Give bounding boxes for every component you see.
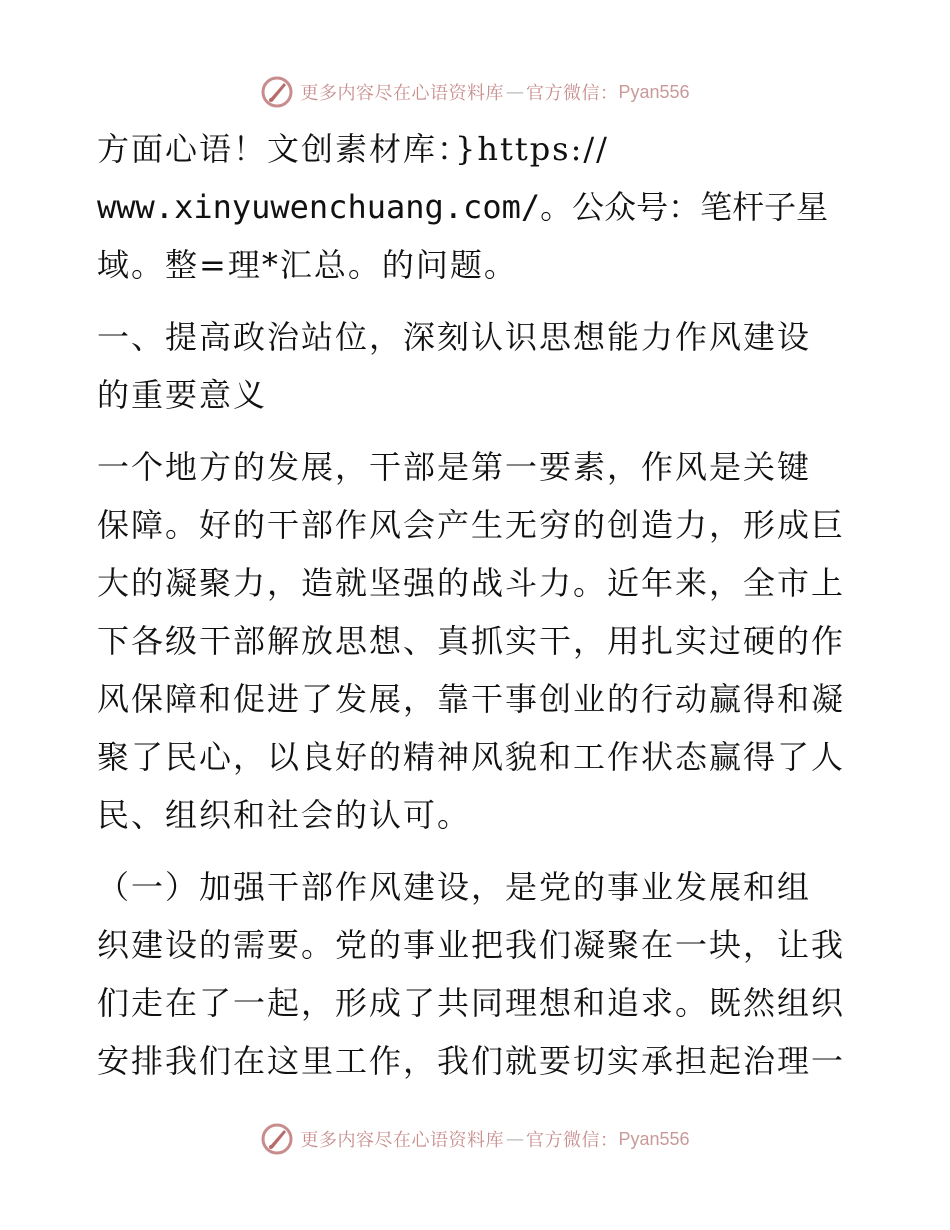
subsection-line-2: 织建设的需要。党的事业把我们凝聚在一块，让我 xyxy=(97,926,846,964)
watermark-handle: Pyan556 xyxy=(618,1128,690,1149)
watermark-separator: — xyxy=(505,81,524,103)
quill-circle-icon xyxy=(260,1122,294,1156)
section-heading-line-2: 的重要意义 xyxy=(97,376,268,414)
paragraph-line-1: 一个地方的发展，干部是第一要素，作风是关键 xyxy=(97,448,812,486)
watermark-text: 更多内容尽在心语资料库 xyxy=(300,1130,504,1151)
document-body xyxy=(97,120,857,1090)
watermark-label: 官方微信： xyxy=(525,1130,619,1151)
paragraph-line-7: 民、组织和社会的认可。 xyxy=(97,796,472,834)
watermark-handle: Pyan556 xyxy=(618,81,690,102)
subsection-line-3: 们走在了一起，形成了共同理想和追求。既然组织 xyxy=(97,984,846,1022)
paragraph-line-4: 下各级干部解放思想、真抓实干，用扎实过硬的作 xyxy=(97,622,846,660)
watermark-separator: — xyxy=(505,1128,524,1150)
subsection-line-1: （一）加强干部作风建设，是党的事业发展和组 xyxy=(97,868,812,906)
watermark-label: 官方微信： xyxy=(525,83,619,104)
watermark-text: 更多内容尽在心语资料库 xyxy=(300,83,504,104)
paragraph-line-5: 风保障和促进了发展，靠干事创业的行动赢得和凝 xyxy=(97,680,846,718)
paragraph-line-2: 保障。好的干部作风会产生无穷的创造力，形成巨 xyxy=(97,506,846,544)
paragraph-line-3: 大的凝聚力，造就坚强的战斗力。近年来，全市上 xyxy=(97,564,846,602)
text-line-3: 域。整=理*汇总。的问题。 xyxy=(97,246,518,284)
section-heading-line-1: 一、提高政治站位，深刻认识思想能力作风建设 xyxy=(97,318,812,356)
subsection-line-4: 安排我们在这里工作，我们就要切实承担起治理一 xyxy=(97,1042,846,1080)
quill-circle-icon xyxy=(260,75,294,109)
header-watermark xyxy=(0,72,950,112)
paragraph-line-6: 聚了民心，以良好的精神风貌和工作状态赢得了人 xyxy=(97,738,846,776)
text-line-1: 方面心语！文创素材库：}https:// xyxy=(97,130,609,168)
footer-watermark xyxy=(0,1119,950,1159)
text-line-2: www.xinyuwenchuang.com/。公众号：笔杆子星 xyxy=(97,188,829,226)
